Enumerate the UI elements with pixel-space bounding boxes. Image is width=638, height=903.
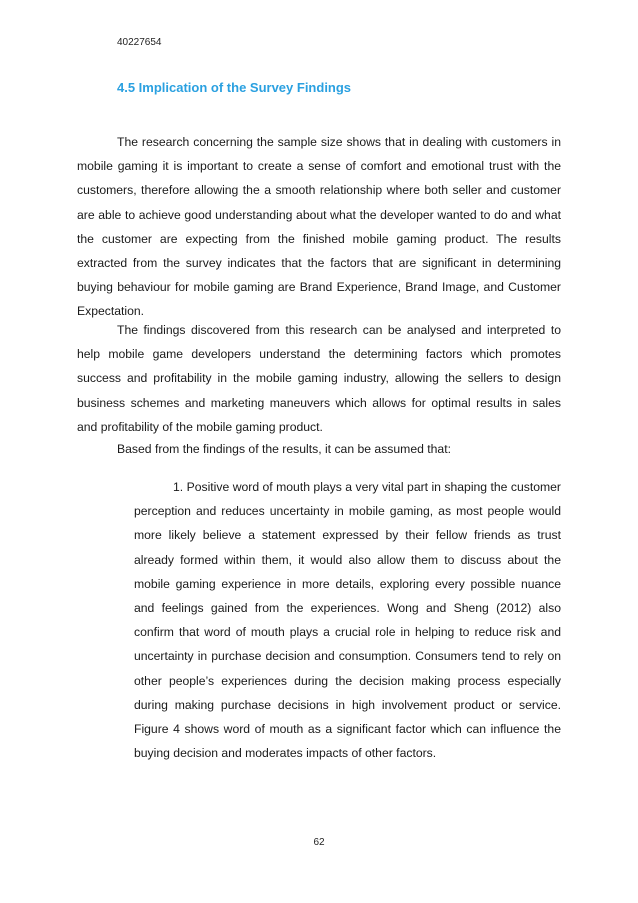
section-heading: 4.5 Implication of the Survey Findings (117, 80, 352, 95)
paragraph-interpretation: The findings discovered from this research can be analysed and interpreted to help mobile game developers understand the determining factors which promotes success and profitability in the mobile gaming industry, allowing the sellers to design business schemes and marketing maneuvers which allows for optimal results in sales and profitability of the mobile gaming product. (77, 323, 561, 434)
list-item: 1. Positive word of mouth plays a very vital part in shaping the customer perception and reduces uncertainty in mobile gaming, as most people would more likely believe a statement expressed by their fellow friends as trust already formed within them, it would also allow them to discuss about the mobile gaming experience in more details, exploring every possible nuance and feelings gained from the experiences. Wong and Sheng (2012) also confirm that word of mouth plays a crucial role in helping to reduce risk and uncertainty in purchase decision and consumption. Consumers tend to rely on other people’s experiences during the decision making process especially during making purchase decisions in high involvement product or service. Figure 4 shows word of mouth as a significant factor which can influence the buying decision and moderates impacts of other factors. (134, 480, 561, 761)
paragraph-assumption-intro: Based from the findings of the results, it can be assumed that: (117, 442, 451, 456)
paragraph-survey-findings: The research concerning the sample size shows that in dealing with customers in mobile gaming it is important to create a sense of comfort and emotional trust with the customers, therefore allowing the a smooth relationship where both seller and customer are able to achieve good understanding about what the developer wanted to do and what the customer are expecting from the finished mobile gaming product. The results extracted from the survey indicates that the factors that are significant in determining buying behaviour for mobile gaming are Brand Experience, Brand Image, and Customer Expectation. (77, 135, 561, 319)
document-id: 40227654 (117, 37, 162, 48)
page-number: 62 (313, 837, 325, 848)
